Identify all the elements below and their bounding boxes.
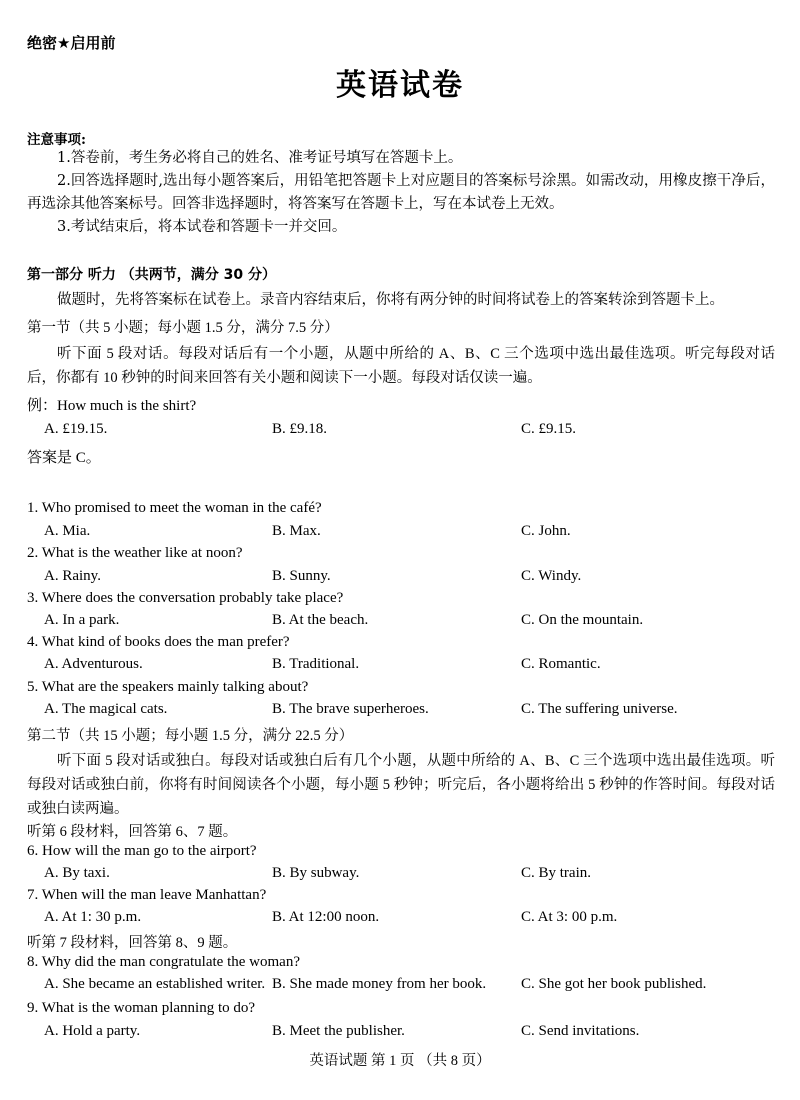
q2-option-c: C. Windy. xyxy=(521,568,582,584)
q3-option-c: C. On the mountain. xyxy=(521,612,644,628)
confidential-mark: 绝密★启用前 xyxy=(27,34,116,52)
q7-option-a: A. At 1: 30 p.m. xyxy=(44,909,142,925)
question-1: 1. Who promised to meet the woman in the café? xyxy=(27,500,322,516)
page-title: 英语试卷 xyxy=(336,68,464,103)
q7-option-b: B. At 12:00 noon. xyxy=(272,909,380,925)
q1-option-c: C. John. xyxy=(521,523,571,539)
q4-option-b: B. Traditional. xyxy=(272,656,360,672)
q5-option-c: C. The suffering universe. xyxy=(521,701,678,717)
notes-item-2: 2.回答选择题时,选出每小题答案后，用铅笔把答题卡上对应题目的答案标号涂黑。如需改动，用橡皮擦干净后，再选涂其他答案标号。回答非选择题时，将答案写在答题卡上，写在本试卷上无效。 xyxy=(27,173,775,212)
part1-instruction: 做题时，先将答案标在试卷上。录音内容结束后，你将有两分钟的时间将试卷上的答案转涂到答题卡上。 xyxy=(57,292,724,308)
q5-option-b: B. The brave superheroes. xyxy=(272,701,429,717)
part1-heading: 第一部分 听力 （共两节，满分 30 分） xyxy=(27,267,276,283)
question-5: 5. What are the speakers mainly talking about? xyxy=(27,679,309,695)
page-footer: 英语试题 第 1 页 （共 8 页） xyxy=(309,1053,491,1069)
q4-option-c: C. Romantic. xyxy=(521,656,601,672)
q1-option-b: B. Max. xyxy=(272,523,321,539)
example-option-b: B. £9.18. xyxy=(272,421,328,437)
q5-option-a: A. The magical cats. xyxy=(44,701,168,717)
question-7: 7. When will the man leave Manhattan? xyxy=(27,887,267,903)
question-6: 6. How will the man go to the airport? xyxy=(27,843,257,859)
question-3: 3. Where does the conversation probably take place? xyxy=(27,590,344,606)
q2-option-b: B. Sunny. xyxy=(272,568,331,584)
example-question: 例：How much is the shirt? xyxy=(27,398,197,414)
q9-option-a: A. Hold a party. xyxy=(44,1023,141,1039)
example-option-c: C. £9.15. xyxy=(521,421,577,437)
q4-option-a: A. Adventurous. xyxy=(44,656,143,672)
section1-instruction: 听下面 5 段对话。每段对话后有一个小题，从题中所给的 A、B、C 三个选项中选出最佳选项。听完每段对话后，你都有 10 秒钟的时间来回答有关小题和阅读下一小题。每段对话仅读一遍。 xyxy=(27,346,775,386)
section2-instruction: 听下面 5 段对话或独白。每段对话或独白后有几个小题，从题中所给的 A、B、C 三个选项中选出最佳选项。听每段对话或独白前，你将有时间阅读各个小题，每小题 5 秒钟；听完后，各小题将给出 5 秒钟的作答时间。每段对话或独白读两遍。 xyxy=(27,753,775,817)
material-7-note: 听第 7 段材料，回答第 8、9 题。 xyxy=(27,935,238,951)
q8-option-c: C. She got her book published. xyxy=(521,976,707,992)
q8-option-a: A. She became an established writer. xyxy=(44,976,266,992)
section1-heading: 第一节（共 5 小题；每小题 1.5 分，满分 7.5 分） xyxy=(27,320,339,336)
q7-option-c: C. At 3: 00 p.m. xyxy=(521,909,618,925)
notes-heading: 注意事项: xyxy=(27,132,86,148)
example-answer: 答案是 C。 xyxy=(27,450,101,466)
q3-option-b: B. At the beach. xyxy=(272,612,369,628)
q8-option-b: B. She made money from her book. xyxy=(272,976,487,992)
q6-option-a: A. By taxi. xyxy=(44,865,110,881)
q1-option-a: A. Mia. xyxy=(44,523,91,539)
question-2: 2. What is the weather like at noon? xyxy=(27,545,243,561)
material-6-note: 听第 6 段材料，回答第 6、7 题。 xyxy=(27,824,238,840)
q2-option-a: A. Rainy. xyxy=(44,568,101,584)
question-4: 4. What kind of books does the man prefer? xyxy=(27,634,290,650)
section2-heading: 第二节（共 15 小题；每小题 1.5 分，满分 22.5 分） xyxy=(27,728,354,744)
q6-option-b: B. By subway. xyxy=(272,865,360,881)
q6-option-c: C. By train. xyxy=(521,865,591,881)
q9-option-c: C. Send invitations. xyxy=(521,1023,640,1039)
question-9: 9. What is the woman planning to do? xyxy=(27,1000,256,1016)
q9-option-b: B. Meet the publisher. xyxy=(272,1023,405,1039)
example-option-a: A. £19.15. xyxy=(44,421,108,437)
notes-item-1: 1.答卷前，考生务必将自己的姓名、准考证号填写在答题卡上。 xyxy=(57,150,463,166)
question-8: 8. Why did the man congratulate the woman? xyxy=(27,954,300,970)
notes-item-3: 3.考试结束后，将本试卷和答题卡一并交回。 xyxy=(57,219,347,235)
q3-option-a: A. In a park. xyxy=(44,612,120,628)
